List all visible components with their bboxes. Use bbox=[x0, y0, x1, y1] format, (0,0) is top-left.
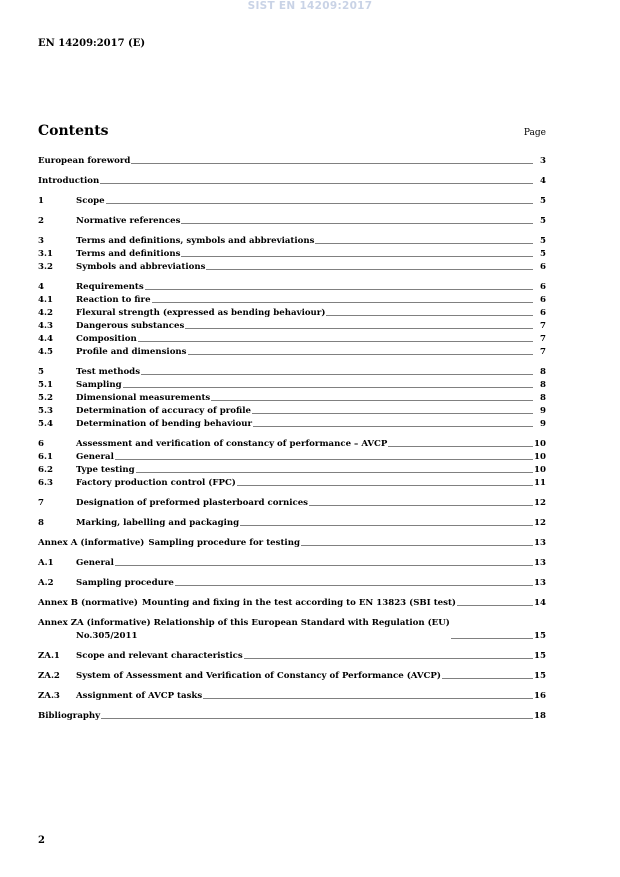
toc-entry-number: ZA.3 bbox=[38, 691, 60, 701]
toc-entry-number: 4.5 bbox=[38, 347, 53, 357]
dot-leader bbox=[203, 697, 533, 700]
toc-entry-number: 5.3 bbox=[38, 406, 53, 416]
dot-leader bbox=[141, 373, 533, 376]
dot-leader bbox=[115, 458, 533, 461]
toc-entry-page: 13 bbox=[534, 558, 546, 568]
toc-entry-page: 13 bbox=[534, 538, 546, 548]
toc-entry[interactable] bbox=[38, 281, 546, 294]
toc-entry[interactable] bbox=[38, 366, 546, 379]
toc-entry[interactable] bbox=[38, 438, 546, 451]
toc-entry-page: 6 bbox=[540, 295, 546, 305]
toc-entry-number: 5 bbox=[38, 367, 44, 377]
toc-entry-title: General bbox=[76, 452, 114, 462]
dot-leader bbox=[301, 544, 533, 547]
toc-entry-page: 7 bbox=[540, 321, 546, 331]
toc-entry-page: 16 bbox=[534, 691, 546, 701]
toc-entry-number: 6 bbox=[38, 439, 44, 449]
toc-entry-page: 15 bbox=[534, 671, 546, 681]
toc-entry[interactable] bbox=[38, 261, 546, 274]
toc-entry-title: Scope and relevant characteristics bbox=[76, 651, 243, 661]
toc-entry-page: 15 bbox=[534, 631, 546, 641]
toc-entry[interactable] bbox=[38, 235, 546, 248]
toc-entry-title: Sampling bbox=[76, 380, 122, 390]
toc-entry[interactable] bbox=[38, 379, 546, 392]
dot-leader bbox=[138, 340, 533, 343]
toc-entry-number: 4.3 bbox=[38, 321, 53, 331]
toc-entry-title: Marking, labelling and packaging bbox=[76, 518, 240, 528]
toc-entry-title: Bibliography bbox=[38, 711, 101, 721]
toc-entry-title: Sampling procedure for testing bbox=[148, 538, 300, 548]
toc-entry-annex-za[interactable] bbox=[38, 617, 546, 643]
dot-leader bbox=[211, 399, 533, 402]
dot-leader bbox=[185, 327, 533, 330]
toc-entry-number: 4.1 bbox=[38, 295, 53, 305]
toc-entry-page: 4 bbox=[540, 176, 546, 186]
toc-entry-page: 14 bbox=[534, 598, 546, 608]
toc-entry-number: 3.1 bbox=[38, 249, 53, 259]
toc-entry-number: A.2 bbox=[38, 578, 54, 588]
toc-entry-page: 5 bbox=[540, 249, 546, 259]
toc-entry-title: System of Assessment and Verification of Constancy of Performance (AVCP) bbox=[76, 671, 441, 681]
toc-entry[interactable] bbox=[38, 405, 546, 418]
dot-leader bbox=[315, 242, 533, 245]
toc-entry-title: Terms and definitions, symbols and abbreviations bbox=[76, 236, 315, 246]
toc-entry-page: 7 bbox=[540, 334, 546, 344]
toc-entry[interactable] bbox=[38, 392, 546, 405]
toc-entry-number: 6.2 bbox=[38, 465, 53, 475]
annex-title-continuation: No.305/2011 bbox=[76, 631, 138, 641]
toc-entry-title: Test methods bbox=[76, 367, 141, 377]
annex-label: Annex B (normative) bbox=[38, 598, 138, 608]
toc-entry[interactable] bbox=[38, 670, 546, 683]
toc-entry-page: 8 bbox=[540, 380, 546, 390]
toc-entry-page: 9 bbox=[540, 406, 546, 416]
toc-entry-page: 12 bbox=[534, 518, 546, 528]
toc-entry[interactable] bbox=[38, 307, 546, 320]
dot-leader bbox=[451, 637, 533, 640]
dot-leader bbox=[152, 301, 533, 304]
toc-entry-title: Mounting and fixing in the test according to EN 13823 (SBI test) bbox=[142, 598, 456, 608]
toc-entry-title: General bbox=[76, 558, 114, 568]
toc-entry-title: Dimensional measurements bbox=[76, 393, 211, 403]
toc-entry-title: Symbols and abbreviations bbox=[76, 262, 206, 272]
dot-leader bbox=[188, 353, 533, 356]
toc-entry-page: 12 bbox=[534, 498, 546, 508]
toc-entry-title: Type testing bbox=[76, 465, 135, 475]
page-column-label: Page bbox=[523, 128, 546, 138]
dot-leader bbox=[252, 412, 533, 415]
dot-leader bbox=[136, 471, 533, 474]
dot-leader bbox=[388, 445, 533, 448]
toc-entry-number: 3.2 bbox=[38, 262, 53, 272]
toc-entry-page: 15 bbox=[534, 651, 546, 661]
dot-leader bbox=[181, 222, 533, 225]
toc-entry[interactable] bbox=[38, 155, 546, 168]
annex-label: Annex ZA (informative) bbox=[38, 618, 151, 628]
toc-entry-title: Reaction to fire bbox=[76, 295, 151, 305]
toc-entry-number: 4 bbox=[38, 282, 44, 292]
toc-entry-page: 5 bbox=[540, 196, 546, 206]
toc-entry[interactable] bbox=[38, 650, 546, 663]
toc-entry[interactable] bbox=[38, 477, 546, 490]
toc-entry[interactable] bbox=[38, 690, 546, 703]
toc-entry-number: 8 bbox=[38, 518, 44, 528]
toc-entry[interactable] bbox=[38, 418, 546, 431]
contents-title: Contents bbox=[38, 123, 109, 139]
toc-entry-number: ZA.2 bbox=[38, 671, 60, 681]
toc-entry-title: Designation of preformed plasterboard cornices bbox=[76, 498, 309, 508]
toc-entry-page: 3 bbox=[540, 156, 546, 166]
toc-entry-page: 10 bbox=[534, 465, 546, 475]
dot-leader bbox=[175, 584, 533, 587]
toc-entry[interactable] bbox=[38, 175, 546, 188]
toc-entry-page: 8 bbox=[540, 393, 546, 403]
toc-entry-page: 8 bbox=[540, 367, 546, 377]
toc-entry-title: Factory production control (FPC) bbox=[76, 478, 236, 488]
contents-header bbox=[38, 123, 546, 143]
toc-entry[interactable] bbox=[38, 497, 546, 510]
toc-entry-page: 6 bbox=[540, 282, 546, 292]
dot-leader bbox=[240, 524, 533, 527]
toc-entry-title: Determination of bending behaviour bbox=[76, 419, 252, 429]
dot-leader bbox=[206, 268, 533, 271]
watermark: SIST EN 14209:2017 bbox=[247, 0, 373, 12]
toc-entry-title: Determination of accuracy of profile bbox=[76, 406, 251, 416]
toc-entry-title: Composition bbox=[76, 334, 137, 344]
dot-leader bbox=[100, 182, 533, 185]
toc-entry-title: Sampling procedure bbox=[76, 578, 174, 588]
toc-entry-title: Profile and dimensions bbox=[76, 347, 187, 357]
toc-entry-title: European foreword bbox=[38, 156, 131, 166]
table-of-contents bbox=[38, 155, 546, 723]
toc-entry[interactable] bbox=[38, 320, 546, 333]
toc-entry-number: 5.2 bbox=[38, 393, 53, 403]
toc-entry[interactable] bbox=[38, 294, 546, 307]
page-number: 2 bbox=[38, 835, 45, 846]
toc-entry-title: Scope bbox=[76, 196, 105, 206]
toc-entry-page: 5 bbox=[540, 216, 546, 226]
toc-entry-number: ZA.1 bbox=[38, 651, 60, 661]
annex-title: Relationship of this European Standard with Regulation (EU) bbox=[153, 618, 450, 628]
toc-entry[interactable] bbox=[38, 451, 546, 464]
toc-entry-title: Dangerous substances bbox=[76, 321, 185, 331]
toc-entry-annex-b[interactable] bbox=[38, 597, 546, 610]
toc-entry[interactable] bbox=[38, 517, 546, 530]
toc-entry[interactable] bbox=[38, 710, 546, 723]
toc-entry-page: 6 bbox=[540, 308, 546, 318]
toc-entry[interactable] bbox=[38, 333, 546, 346]
toc-entry-title: Normative references bbox=[76, 216, 181, 226]
dot-leader bbox=[115, 564, 533, 567]
annex-label: Annex A (informative) bbox=[38, 538, 145, 548]
toc-entry[interactable] bbox=[38, 248, 546, 261]
toc-entry-number: 7 bbox=[38, 498, 44, 508]
dot-leader bbox=[106, 202, 533, 205]
toc-entry-title bbox=[38, 617, 450, 643]
toc-entry-title: Requirements bbox=[76, 282, 144, 292]
toc-entry-number: 1 bbox=[38, 196, 44, 206]
toc-entry-number: 2 bbox=[38, 216, 44, 226]
toc-entry-page: 6 bbox=[540, 262, 546, 272]
toc-entry-page: 10 bbox=[534, 452, 546, 462]
toc-entry-number: 4.2 bbox=[38, 308, 53, 318]
toc-entry-annex-a[interactable] bbox=[38, 537, 546, 550]
document-id: EN 14209:2017 (E) bbox=[38, 38, 146, 49]
toc-entry-number: 5.1 bbox=[38, 380, 53, 390]
toc-entry-title: Introduction bbox=[38, 176, 100, 186]
toc-entry-page: 18 bbox=[534, 711, 546, 721]
dot-leader bbox=[145, 288, 533, 291]
toc-entry-title: Assessment and verification of constancy of performance – AVCP bbox=[76, 439, 388, 449]
dot-leader bbox=[131, 162, 533, 165]
toc-entry-page: 13 bbox=[534, 578, 546, 588]
dot-leader bbox=[457, 604, 533, 607]
dot-leader bbox=[326, 314, 533, 317]
dot-leader bbox=[253, 425, 533, 428]
dot-leader bbox=[123, 386, 533, 389]
toc-entry[interactable] bbox=[38, 215, 546, 228]
toc-entry-number: 6.1 bbox=[38, 452, 53, 462]
toc-entry-page: 11 bbox=[534, 478, 546, 488]
toc-entry[interactable] bbox=[38, 346, 546, 359]
dot-leader bbox=[442, 677, 533, 680]
toc-entry-page: 9 bbox=[540, 419, 546, 429]
dot-leader bbox=[244, 657, 533, 660]
dot-leader bbox=[181, 255, 533, 258]
toc-entry-number: 6.3 bbox=[38, 478, 53, 488]
toc-entry-number: 5.4 bbox=[38, 419, 53, 429]
toc-entry[interactable] bbox=[38, 195, 546, 208]
dot-leader bbox=[101, 717, 533, 720]
toc-entry[interactable] bbox=[38, 464, 546, 477]
toc-entry-title: Terms and definitions bbox=[76, 249, 181, 259]
toc-entry-number: 3 bbox=[38, 236, 44, 246]
toc-entry-page: 10 bbox=[534, 439, 546, 449]
toc-entry[interactable] bbox=[38, 577, 546, 590]
toc-entry-title: Assignment of AVCP tasks bbox=[76, 691, 203, 701]
toc-entry[interactable] bbox=[38, 557, 546, 570]
dot-leader bbox=[309, 504, 533, 507]
dot-leader bbox=[237, 484, 533, 487]
toc-entry-page: 5 bbox=[540, 236, 546, 246]
toc-entry-number: A.1 bbox=[38, 558, 54, 568]
toc-entry-title: Flexural strength (expressed as bending behaviour) bbox=[76, 308, 326, 318]
toc-entry-number: 4.4 bbox=[38, 334, 53, 344]
toc-entry-page: 7 bbox=[540, 347, 546, 357]
